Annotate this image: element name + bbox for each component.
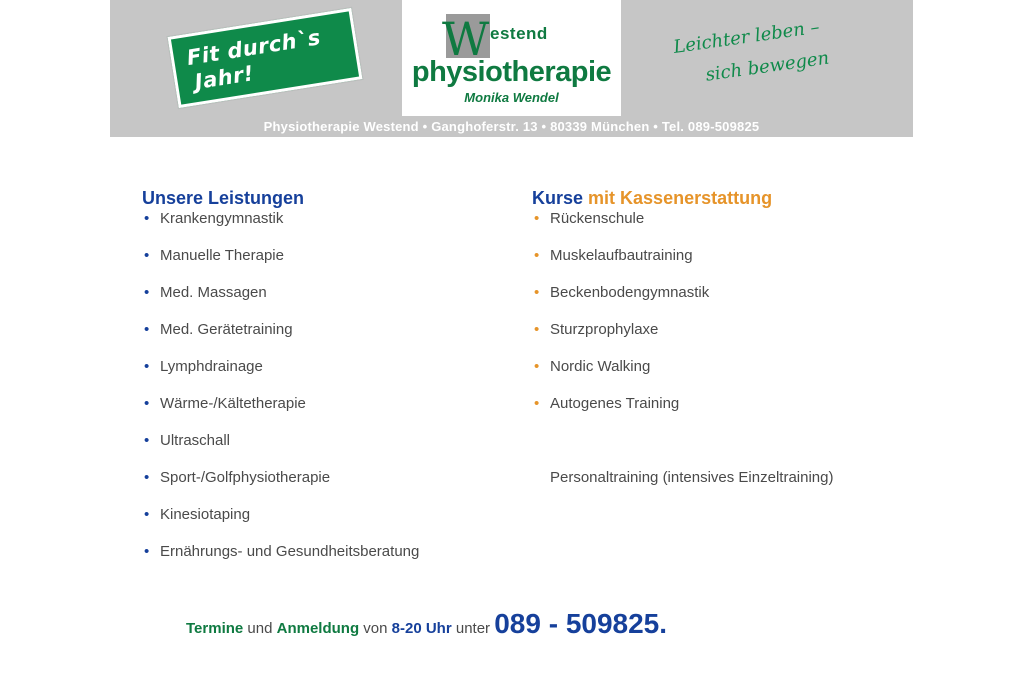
list-item-label: Wärme-/Kältetherapie — [160, 395, 306, 412]
bullet-icon: • — [144, 210, 150, 227]
list-item-label: Ultraschall — [160, 432, 231, 449]
list-item-label: Kinesiotaping — [160, 506, 251, 523]
bullet-icon: • — [144, 247, 150, 264]
fit-sign-text — [171, 11, 359, 104]
bullet-icon: • — [144, 543, 150, 560]
opening-hours: 8-20 Uhr — [391, 620, 452, 637]
logo-westend-text: estend — [490, 24, 548, 43]
unter-text: unter — [451, 620, 495, 637]
list-item-label: Lymphdrainage — [160, 358, 263, 375]
list-item-label: Muskelaufbautraining — [550, 247, 693, 264]
contact-address-bar: Physiotherapie Westend • Ganghoferstr. 13 • 80339 München • Tel. 089-509825 — [263, 119, 760, 134]
list-item-label: Autogenes Training — [550, 395, 680, 412]
anmeldung-label: Anmeldung — [276, 620, 360, 637]
list-item — [142, 431, 522, 468]
list-item — [142, 394, 522, 431]
bullet-icon: • — [534, 395, 540, 412]
list-item-label: Sturzprophylaxe — [550, 321, 659, 338]
appointment-info — [186, 608, 668, 640]
list-item — [142, 468, 522, 505]
handwritten-slogan — [665, 4, 884, 112]
bullet-icon: • — [144, 469, 150, 486]
site-header-banner — [110, 0, 913, 137]
list-item-label: Med. Gerätetraining — [160, 321, 293, 338]
list-item — [142, 357, 522, 394]
bullet-icon: • — [534, 284, 540, 301]
logo-physiotherapie-text: physiotherapie — [411, 56, 612, 88]
list-item — [532, 283, 952, 320]
bullet-icon: • — [534, 247, 540, 264]
practice-logo — [402, 0, 621, 116]
list-item-label: Med. Massagen — [160, 284, 267, 301]
courses-heading-accent: mit Kassenerstattung — [588, 188, 773, 208]
list-item — [142, 283, 522, 320]
courses-heading — [532, 137, 952, 209]
bullet-icon: • — [144, 432, 150, 449]
bullet-icon: • — [144, 506, 150, 523]
list-item-label: Beckenbodengymnastik — [550, 284, 710, 301]
courses-heading-main: Kurse — [532, 188, 589, 208]
logo-w-letter: W — [442, 12, 490, 66]
list-item-label: Krankengymnastik — [160, 210, 284, 227]
bullet-icon: • — [144, 321, 150, 338]
fit-sign-line2: Jahr! — [193, 61, 256, 95]
services-heading: Unsere Leistungen — [142, 188, 305, 208]
list-item-label: Nordic Walking — [550, 358, 651, 375]
fit-durch-jahr-sign — [168, 8, 363, 108]
list-item-label: Ernährungs- und Gesundheitsberatung — [160, 543, 420, 560]
termine-label: Termine — [186, 620, 244, 637]
period-text: . — [659, 608, 668, 639]
list-item-label: Manuelle Therapie — [160, 247, 284, 264]
bullet-icon: • — [534, 210, 540, 227]
list-item-label: Rückenschule — [550, 210, 645, 227]
services-column — [142, 137, 522, 579]
list-item — [532, 320, 952, 357]
courses-list — [532, 209, 952, 431]
und-text: und — [243, 620, 277, 637]
list-item — [142, 320, 522, 357]
bullet-icon: • — [534, 321, 540, 338]
fit-sign-line1: Fit durch`s — [185, 25, 323, 71]
list-item — [142, 209, 522, 246]
bullet-icon: • — [534, 358, 540, 375]
phone-number: 089 - 509825 — [494, 608, 660, 639]
bullet-icon: • — [144, 284, 150, 301]
list-item-label: Sport-/Golfphysiotherapie — [160, 469, 331, 486]
courses-column — [532, 137, 952, 488]
list-item — [532, 246, 952, 283]
logo-owner-name: Monika Wendel — [464, 90, 559, 105]
von-text: von — [359, 620, 392, 637]
list-item — [532, 209, 952, 246]
personal-training-note: Personaltraining (intensives Einzeltraining) — [550, 469, 834, 486]
list-item — [142, 505, 522, 542]
slogan-line2: sich bewegen — [704, 47, 831, 86]
list-item — [142, 246, 522, 283]
list-item — [532, 394, 952, 431]
bullet-icon: • — [144, 395, 150, 412]
services-list — [142, 209, 522, 579]
list-item — [142, 542, 522, 579]
slogan-line1: Leichter leben – — [672, 16, 821, 58]
bullet-icon: • — [144, 358, 150, 375]
list-item — [532, 357, 952, 394]
